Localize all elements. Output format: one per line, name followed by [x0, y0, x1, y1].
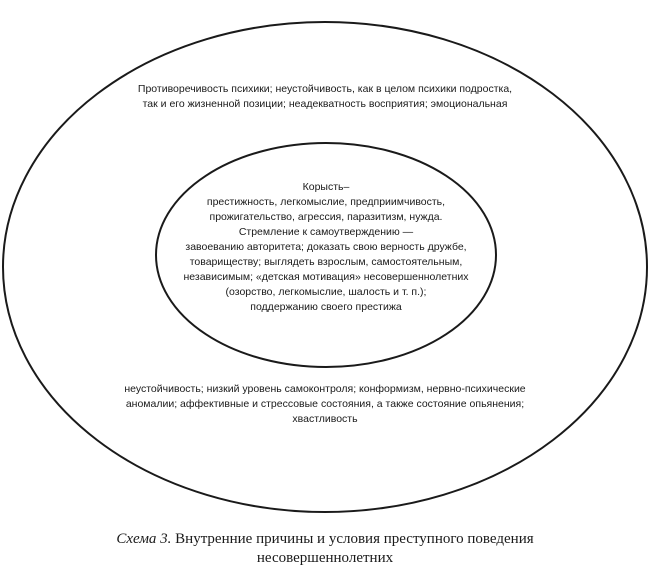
- inner-line: престижность, легкомыслие, предприимчивость,: [206, 196, 446, 208]
- caption-label: Схема 3.: [116, 531, 172, 547]
- outer-bottom-line: неустойчивость; низкий уровень самоконтроля; конформизм, нервно-психические: [124, 383, 526, 395]
- inner-line: независимым; «детская мотивация» несовершеннолетних: [183, 271, 469, 283]
- caption-line-1: [15, 530, 635, 549]
- outer-bottom-line: аномалии; аффективные и стрессовые состояния, а также состояние опьянения;: [125, 398, 525, 410]
- figure-caption: [15, 530, 635, 568]
- inner-line: Корысть–: [302, 181, 350, 193]
- outer-bottom-text: [124, 382, 525, 427]
- inner-line: товариществу; выглядеть взрослым, самостоятельным,: [189, 256, 463, 268]
- outer-top-line: так и его жизненной позиции; неадекватность восприятия; эмоциональная: [142, 98, 508, 110]
- inner-line: прожигательство, агрессия, паразитизм, нужда.: [209, 211, 443, 223]
- outer-bottom-line: хвастливость: [292, 413, 358, 425]
- inner-line: Стремление к самоутверждению —: [238, 226, 414, 238]
- inner-text: [183, 180, 468, 315]
- outer-top-text: [138, 82, 512, 112]
- caption-text: Внутренние причины и условия преступного поведения: [171, 531, 534, 547]
- inner-line: поддержанию своего престижа: [250, 301, 402, 313]
- inner-line: завоеванию авторитета; доказать свою верность дружбе,: [185, 241, 467, 253]
- outer-top-line: Противоречивость психики; неустойчивость, как в целом психики подростка,: [137, 83, 513, 95]
- caption-line-2: несовершеннолетних: [256, 550, 394, 566]
- inner-line: (озорство, легкомыслие, шалость и т. п.);: [225, 286, 427, 298]
